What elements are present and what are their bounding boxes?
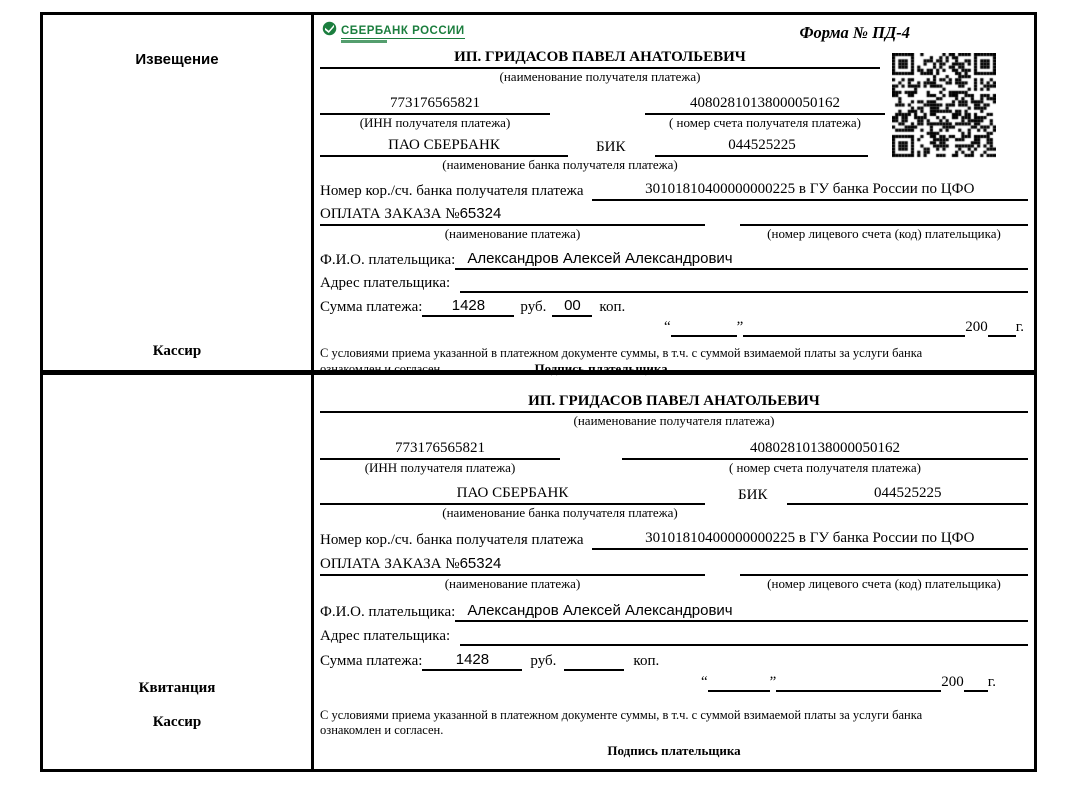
sberbank-logo	[322, 21, 465, 43]
date-quote-open: “	[663, 319, 671, 335]
date-day-blank-2	[708, 677, 770, 692]
corr-value-2: 30101810400000000225 в ГУ банка России по ЦФО	[592, 529, 1028, 550]
notice-stub-column	[43, 15, 314, 370]
inn-label: (ИНН получателя платежа)	[359, 115, 511, 130]
signature-caption: Подпись плательщика	[534, 361, 668, 376]
bank-name-value: ПАО СБЕРБАНК	[320, 136, 568, 157]
date-quote-open-2: “	[700, 674, 708, 690]
bank-name-label: (наименование банка получателя платежа)	[442, 157, 678, 172]
sberbank-logo-text: СБЕРБАНК РОССИИ	[341, 25, 465, 37]
amount-rub-value-2: 1428	[422, 650, 522, 671]
recipient-name-label-2: (наименование получателя платежа)	[573, 413, 775, 428]
rub-caption-2: руб.	[530, 653, 557, 669]
bik-caption: БИК	[596, 139, 626, 155]
amount-caption: Сумма платежа:	[320, 299, 423, 315]
agreement-block	[320, 346, 1028, 377]
payment-name-labels	[320, 226, 1028, 242]
corr-account-row-2	[320, 529, 1028, 550]
bank-name-value-2: ПАО СБЕРБАНК	[320, 484, 705, 505]
payer-code-label-2: (номер лицевого счета (код) плательщика)	[767, 576, 1001, 591]
agreement-line1: С условиями приема указанной в платежном документе суммы, в т.ч. с суммой взимаемой платы за услуги банка	[320, 346, 923, 360]
payment-name-row-2	[320, 554, 1028, 576]
notice-content	[314, 15, 1034, 376]
bik-value-2: 044525225	[787, 484, 1028, 505]
payment-name-label-2: (наименование платежа)	[444, 576, 581, 591]
bik-value: 044525225	[655, 136, 868, 157]
corr-account-row	[320, 180, 1028, 201]
agreement-line2-2: ознакомлен и согласен.	[320, 723, 444, 737]
date-year-blank	[988, 322, 1016, 337]
payment-order-number: 65324	[459, 205, 502, 222]
inn-value-2: 773176565821	[320, 439, 560, 460]
date-month-blank-2	[776, 677, 941, 692]
cashier-label-top: Кассир	[152, 343, 202, 359]
agreement-line2: ознакомлен и согласен.	[320, 362, 444, 376]
section-notice	[43, 15, 1034, 375]
date-quote-close-2: ”	[769, 674, 777, 690]
receipt-title: Квитанция	[138, 680, 216, 696]
date-row-2	[320, 673, 1028, 692]
payment-name-value	[320, 204, 705, 226]
date-year-suffix-2: г.	[987, 674, 996, 690]
notice-title: Извещение	[135, 51, 219, 68]
account-label: ( номер счета получателя платежа)	[668, 115, 862, 130]
fio-value: Александров Алексей Александрович	[455, 249, 1028, 270]
section-receipt	[43, 375, 1034, 769]
payer-code-label: (номер лицевого счета (код) плательщика)	[767, 226, 1001, 241]
bik-caption-2: БИК	[738, 487, 768, 503]
amount-row	[320, 296, 1028, 317]
qr-code	[892, 53, 996, 159]
agreement-line1-2: С условиями приема указанной в платежном документе суммы, в т.ч. с суммой взимаемой платы за услуги банка	[320, 708, 923, 722]
payment-name-prefix: ОПЛАТА ЗАКАЗА №	[320, 206, 460, 222]
payer-code-blank-line	[740, 211, 1028, 226]
form-number: Форма № ПД-4	[799, 23, 910, 42]
date-year-prefix: 200	[965, 319, 988, 335]
agreement-block-2	[320, 708, 1028, 738]
date-month-blank	[743, 322, 965, 337]
signature-caption-2: Подпись плательщика	[607, 743, 741, 758]
amount-kop-blank-2	[564, 656, 624, 671]
inn-account-row-2	[320, 439, 1028, 460]
date-year-prefix-2: 200	[941, 674, 964, 690]
fio-caption: Ф.И.О. плательщика:	[320, 252, 456, 268]
corr-value: 30101810400000000225 в ГУ банка России по ЦФО	[592, 180, 1028, 201]
fio-caption-2: Ф.И.О. плательщика:	[320, 604, 456, 620]
address-caption: Адрес плательщика:	[320, 275, 451, 291]
payment-name-labels-2	[320, 576, 1028, 592]
address-caption-2: Адрес плательщика:	[320, 628, 451, 644]
kop-caption-2: коп.	[633, 653, 660, 669]
payment-name-label: (наименование платежа)	[444, 226, 581, 241]
date-row	[320, 318, 1028, 337]
corr-caption-2: Номер кор./сч. банка получателя платежа	[320, 532, 584, 548]
amount-row-2	[320, 650, 1028, 671]
address-blank-line-2	[460, 631, 1028, 646]
fio-value-2: Александров Алексей Александрович	[455, 601, 1028, 622]
date-quote-close: ”	[736, 319, 744, 335]
notice-header-row	[320, 19, 1028, 47]
bank-bik-row-2	[320, 484, 1028, 505]
payer-address-row-2	[320, 627, 1028, 646]
payment-name-row	[320, 204, 1028, 226]
sberbank-emblem-icon	[322, 21, 337, 36]
date-year-blank-2	[964, 677, 988, 692]
receipt-stub-column	[43, 375, 314, 769]
recipient-name-value-2: ИП. ГРИДАСОВ ПАВЕЛ АНАТОЛЬЕВИЧ	[320, 393, 1028, 413]
cashier-label-bottom: Кассир	[152, 714, 202, 730]
payer-fio-row	[320, 249, 1028, 270]
corr-caption: Номер кор./сч. банка получателя платежа	[320, 183, 584, 199]
account-label-2: ( номер счета получателя платежа)	[728, 460, 922, 475]
rub-caption: руб.	[520, 299, 547, 315]
inn-value: 773176565821	[320, 94, 550, 115]
amount-kop-value: 00	[552, 296, 592, 317]
payment-name-value-2	[320, 554, 705, 576]
payment-order-number-2: 65324	[459, 555, 502, 572]
date-day-blank	[671, 322, 737, 337]
kop-caption: коп.	[599, 299, 626, 315]
payer-fio-row-2	[320, 601, 1028, 622]
account-value-2: 40802810138000050162	[622, 439, 1028, 460]
inn-label-2: (ИНН получателя платежа)	[364, 460, 516, 475]
receipt-content	[314, 375, 1034, 769]
inn-account-labels-2	[320, 460, 1028, 476]
payment-name-prefix-2: ОПЛАТА ЗАКАЗА №	[320, 556, 460, 572]
address-blank-line	[460, 278, 1028, 293]
account-value: 40802810138000050162	[645, 94, 885, 115]
sberbank-tagline	[341, 40, 387, 43]
payer-address-row	[320, 274, 1028, 293]
recipient-name-label: (наименование получателя платежа)	[499, 69, 701, 84]
date-year-suffix: г.	[1015, 319, 1024, 335]
recipient-name-value: ИП. ГРИДАСОВ ПАВЕЛ АНАТОЛЬЕВИЧ	[320, 49, 880, 69]
form-pd4-table	[40, 12, 1037, 772]
amount-caption-2: Сумма платежа:	[320, 653, 423, 669]
amount-rub-value: 1428	[422, 296, 514, 317]
payer-code-blank-line-2	[740, 561, 1028, 576]
bank-name-label-2: (наименование банка получателя платежа)	[442, 505, 678, 520]
